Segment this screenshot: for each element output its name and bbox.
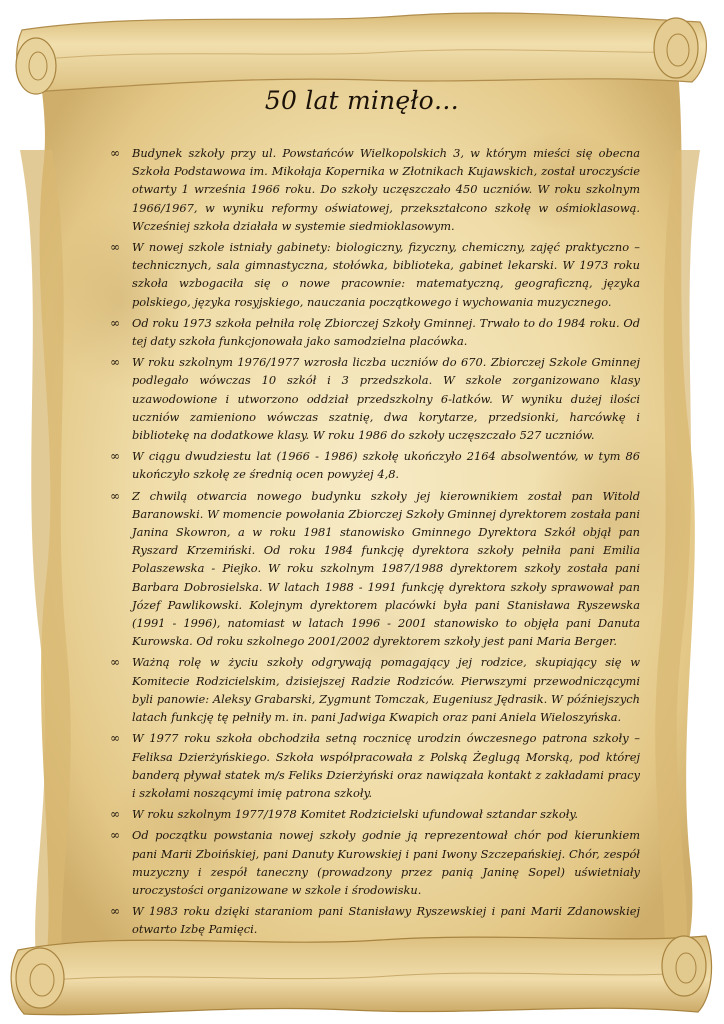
paragraph-text: W roku szkolnym 1976/1977 wzrosła liczba uczniów do 670. Zbiorczej Szkole Gminnej podlegało wówczas 10 szkół i 3 przedszkola. W szkole zorganizowano klasy uzawodowione i utworzono oddział przedszkolny 6-latków. W wyniku dużej ilości uczniów zamieniono wówczas szatnię, dwa korytarze, przedsionki, harcówkę i bibliotekę na dodatkowe klasy. W roku 1986 do szkoły uczęszczało 527 uczniów. [132, 355, 640, 443]
infinity-bullet-icon: ∞ [110, 315, 120, 330]
paragraph-text: W roku szkolnym 1977/1978 Komitet Rodzicielski ufundował sztandar szkoły. [132, 807, 578, 822]
paragraph-text: W 1983 roku dzięki staraniom pani Stanisławy Ryszewskiej i pani Marii Zdanowskiej otwarto Izbę Pamięci. [132, 904, 640, 937]
list-item [110, 447, 640, 483]
paragraph-text: W 1977 roku szkoła obchodziła setną rocznicę urodzin ówczesnego patrona szkoły – Feliksa Dzierżyńskiego. Szkoła współpracowała z Polską Żeglugą Morską, pod której banderą pływał statek m/s Feliks Dzierżyński oraz nawiązała kontakt z zakładami pracy i szkołami noszącymi imię patrona szkoły. [132, 731, 640, 800]
list-item [110, 144, 640, 235]
list-item [110, 805, 640, 823]
paragraph-text: Od początku powstania nowej szkoły godnie ją reprezentował chór pod kierunkiem pani Marii Zboińskiej, pani Danuty Kurowskiej i pani Iwony Szczepańskiej. Chór, zespół muzyczny i zespół taneczny (prowadzony przez panią Janinę Sopel) uświetniały uroczystości organizowane w szkole i środowisku. [132, 828, 640, 897]
page-title: 50 lat minęło… [264, 86, 460, 115]
paragraph-text: Budynek szkoły przy ul. Powstańców Wielkopolskich 3, w którym mieści się obecna Szkoła Podstawowa im. Mikołaja Kopernika w Złotnikach Kujawskich, został uroczyście otwarty 1 września 1966 roku. Do szkoły uczęszczało 450 uczniów. W roku szkolnym 1966/1967, w wyniku reformy oświatowej, przekształcono szkołę w ośmioklasową. Wcześniej szkoła działała w systemie siedmioklasowym. [132, 146, 640, 233]
infinity-bullet-icon: ∞ [110, 240, 120, 255]
list-item [110, 729, 640, 802]
list-item [110, 487, 640, 651]
infinity-bullet-icon: ∞ [110, 904, 120, 919]
infinity-bullet-icon: ∞ [110, 449, 120, 464]
paragraph-text: Z chwilą otwarcia nowego budynku szkoły jej kierownikiem został pan Witold Baranowski. W momencie powołania Zbiorczej Szkoły Gminnej dyrektorem została pani Janina Skowron, a w roku 1981 stanowisko Gminnego Dyrektora Szkół objął pan Ryszard Krzemiński. Od roku 1984 funkcję dyrektora szkoły pełniła pani Emilia Polaszewska - Piejko. W roku szkolnym 1987/1988 dyrektorem szkoły została pani Barbara Dobrosielska. W latach 1988 - 1991 funkcję dyrektora szkoły sprawował pan Józef Pawlikowski. Kolejnym dyrektorem placówki była pani Stanisława Ryszewska (1991 - 1996), natomiast w latach 1996 - 2001 stanowisko to objęła pani Danuta Kurowska. Od roku szkolnego 2001/2002 dyrektorem szkoły jest pani Maria Berger. [132, 488, 640, 649]
paragraph-text: W ciągu dwudziestu lat (1966 - 1986) szkołę ukończyło 2164 absolwentów, w tym 86 ukończyło szkołę ze średnią ocen powyżej 4,8. [132, 449, 640, 482]
paragraph-text: Od roku 1973 szkoła pełniła rolę Zbiorczej Szkoły Gminnej. Trwało to do 1984 roku. Od tej daty szkoła funkcjonowała jako samodzielna placówka. [132, 315, 640, 349]
infinity-bullet-icon: ∞ [110, 488, 120, 503]
infinity-bullet-icon: ∞ [110, 655, 120, 670]
infinity-bullet-icon: ∞ [110, 807, 120, 822]
list-item [110, 238, 640, 311]
infinity-bullet-icon: ∞ [110, 731, 120, 746]
paragraph-text: Ważną rolę w życiu szkoły odgrywają pomagający jej rodzice, skupiający się w Komitecie Rodzicielskim, dzisiejszej Radzie Rodziców. Pierwszymi przewodniczącymi byli panowie: Aleksy Grabarski, Zygmunt Tomczak, Eugeniusz Jędrasik. W późniejszych latach funkcję tę pełniły m. in. pani Jadwiga Kwapich oraz pani Aniela Wieloszyńska. [132, 655, 640, 725]
list-item [110, 314, 640, 350]
paragraph-text: W nowej szkole istniały gabinety: biologiczny, fizyczny, chemiczny, zajęć praktyczno – technicznych, sala gimnastyczna, stołówka, biblioteka, gabinet lekarski. W 1973 roku szkoła wzbogaciła się o nowe pracownie: matematyczną, geograficzną, języka polskiego, języka rosyjskiego, nauczania początkowego i wychowania muzycznego. [132, 240, 640, 309]
infinity-bullet-icon: ∞ [110, 828, 120, 843]
infinity-bullet-icon: ∞ [110, 355, 120, 370]
list-item [110, 902, 640, 938]
list-item [110, 353, 640, 444]
infinity-bullet-icon: ∞ [110, 146, 120, 160]
list-item [110, 826, 640, 899]
history-list [110, 144, 640, 942]
list-item [110, 653, 640, 726]
